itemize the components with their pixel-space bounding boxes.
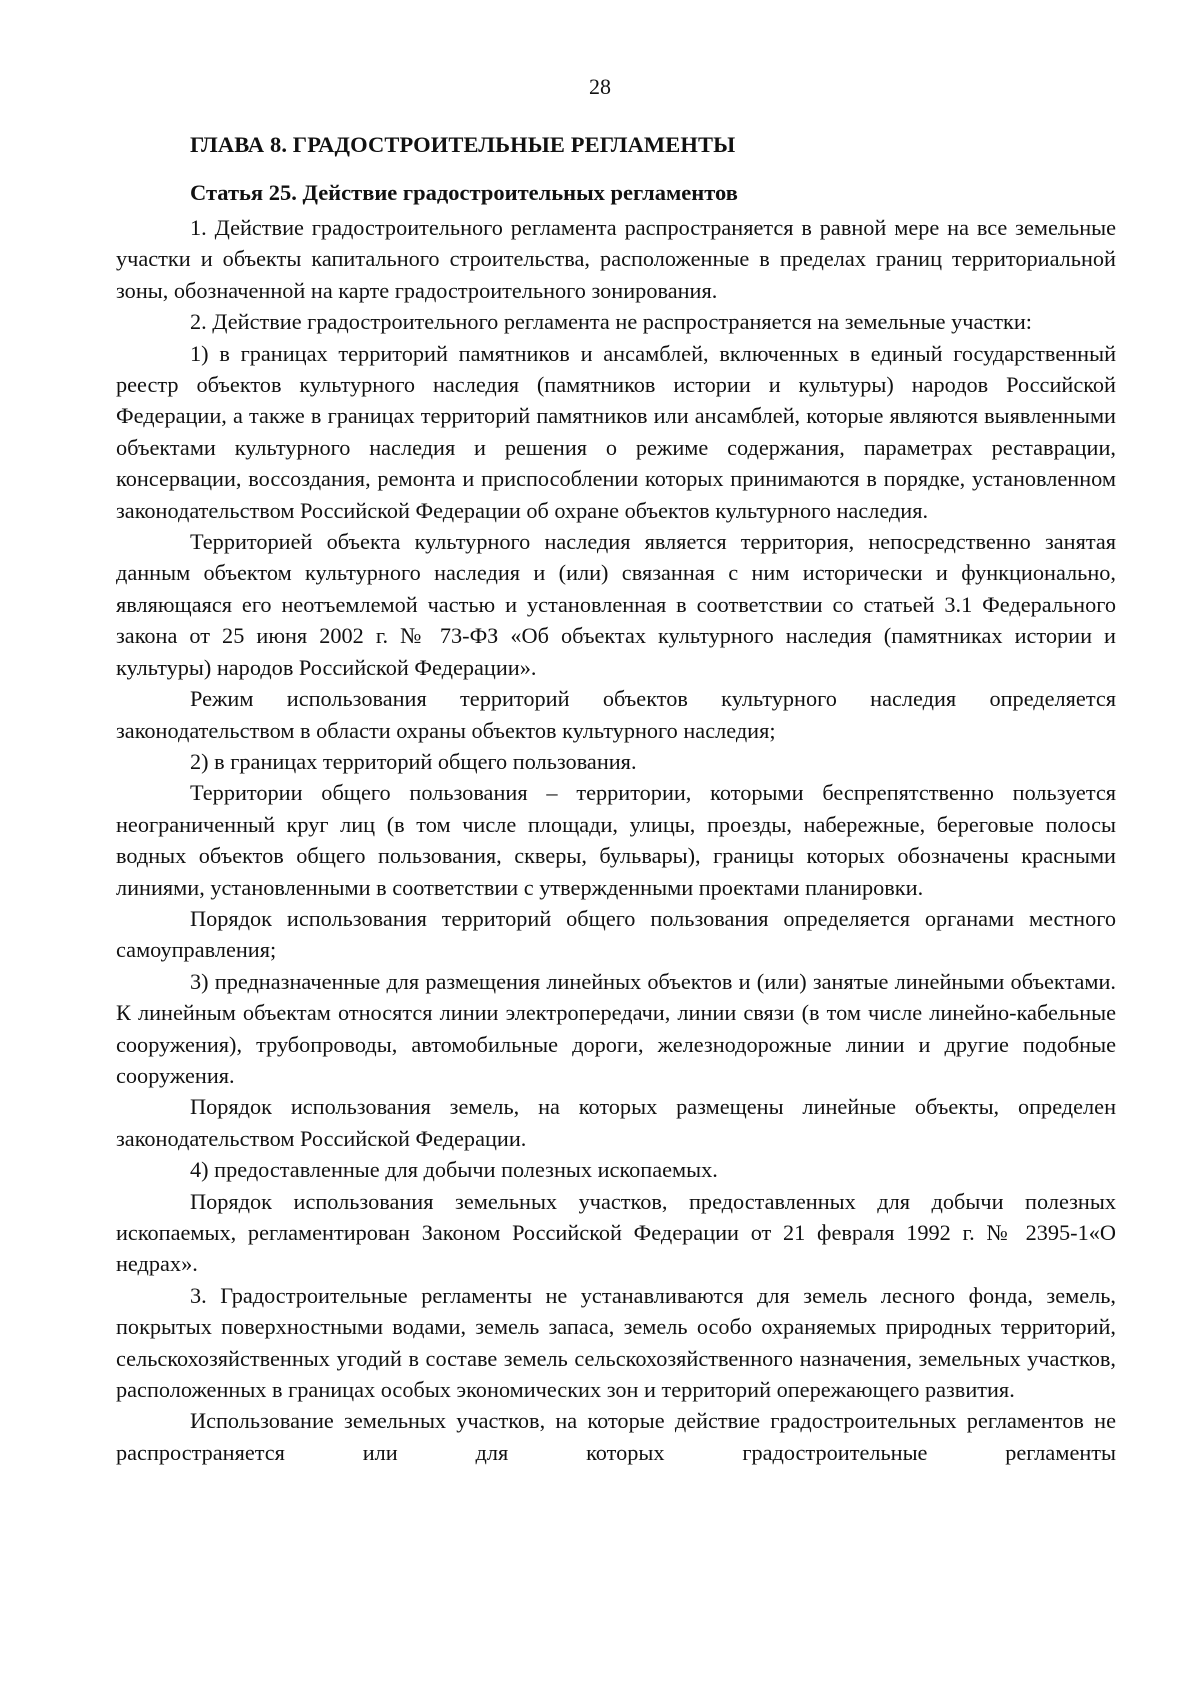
paragraph-3: 1) в границах территорий памятников и ансамблей, включенных в единый государственный реестр объектов культурного наследия (памятников истории и культуры) народов Российской Федерации, а также в границах территорий памятников или ансамблей, которые являются выявленными объектами культурного наследия и решения о режиме содержания, параметрах реставрации, консервации, воссоздания, ремонта и приспособлении которых принимаются в порядке, установленном законодательством Российской Федерации об охране объектов культурного наследия.: [116, 340, 1116, 523]
paragraph-1: 1. Действие градостроительного регламента распространяется в равной мере на все земельные участки и объекты капитального строительства, расположенные в пределах границ территориальной зоны, обозначенной на карте градостроительного зонирования.: [116, 215, 1116, 303]
paragraph-12: Порядок использования земельных участков, предоставленных для добычи полезных ископаемых, регламентирован Законом Российской Федерации от 21 февраля 1992 г. № 2395-1«О недрах».: [116, 1188, 1116, 1277]
paragraph-11: 4) предоставленные для добычи полезных ископаемых.: [190, 1157, 718, 1183]
paragraph-14: Использование земельных участков, на которые действие градостроительных регламентов не распространяется или для которых градостроительные регламенты: [116, 1408, 1116, 1465]
page-number: 28: [589, 74, 611, 99]
chapter-title: ГЛАВА 8. ГРАДОСТРОИТЕЛЬНЫЕ РЕГЛАМЕНТЫ: [190, 132, 736, 157]
paragraph-7: Территории общего пользования – территории, которыми беспрепятственно пользуется неограниченный круг лиц (в том числе площади, улицы, проезды, набережные, береговые полосы водных объектов общего пользования, скверы, бульвары), границы которых обозначены красными линиями, установленными в соответствии с утвержденными проектами планировки.: [116, 780, 1116, 900]
paragraph-13: 3. Градостроительные регламенты не устанавливаются для земель лесного фонда, земель, покрытых поверхностными водами, земель запаса, земель особо охраняемых природных территорий, сельскохозяйственных угодий в составе земель сельскохозяйственного назначения, земельных участков, расположенных в границах особых экономических зон и территорий опережающего развития.: [116, 1282, 1116, 1403]
paragraph-5: Режим использования территорий объектов культурного наследия определяется законодательством в области охраны объектов культурного наследия;: [116, 686, 1116, 743]
paragraph-6: 2) в границах территорий общего пользования.: [190, 748, 637, 774]
article-title: Статья 25. Действие градостроительных регламентов: [190, 180, 738, 205]
document-body: [116, 130, 1116, 1468]
paragraph-9: 3) предназначенные для размещения линейных объектов и (или) занятые линейными объектами. К линейным объектам относятся линии электропередачи, линии связи (в том числе линейно-кабельные сооружения), трубопроводы, автомобильные дороги, железнодорожные линии и другие подобные сооружения.: [116, 968, 1116, 1088]
paragraph-8: Порядок использования территорий общего пользования определяется органами местного самоуправления;: [116, 905, 1116, 963]
paragraph-2: 2. Действие градостроительного регламента не распространяется на земельные участки:: [190, 309, 1032, 335]
paragraph-10: Порядок использования земель, на которых размещены линейные объекты, определен законодательством Российской Федерации.: [116, 1094, 1116, 1151]
paragraph-4: Территорией объекта культурного наследия является территория, непосредственно занятая данным объектом культурного наследия и (или) связанная с ним исторически и функционально, являющаяся его неотъемлемой частью и установленная в соответствии со статьей 3.1 Федерального закона от 25 июня 2002 г. № 73-ФЗ «Об объектах культурного наследия (памятниках истории и культуры) народов Российской Федерации».: [116, 529, 1116, 680]
